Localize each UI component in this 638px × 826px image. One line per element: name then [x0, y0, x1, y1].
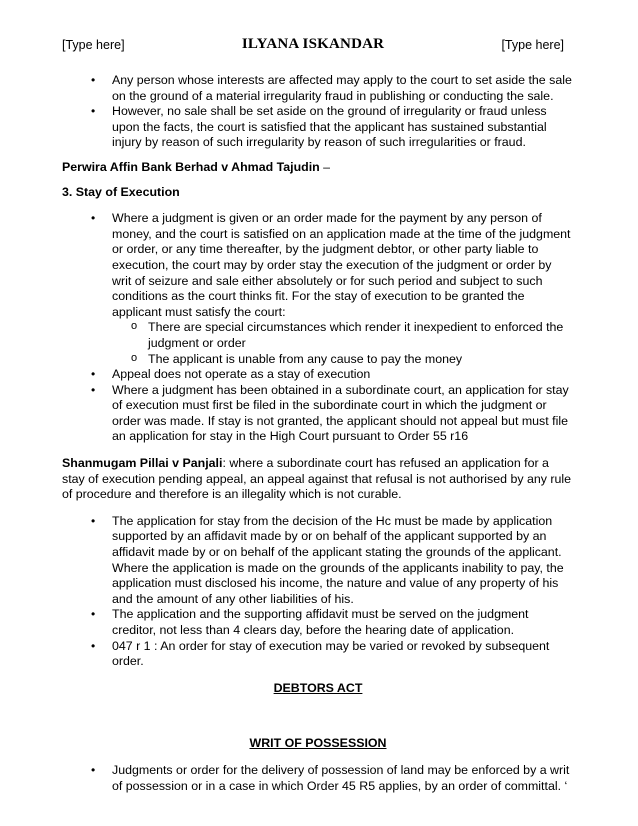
stay-application-list — [62, 514, 574, 670]
list-item-text: Where a judgment is given or an order made for the payment by any person of money, and the court is satisfied on an application made at the time of the judgment or order, or any time thereafter, by the judgment debtor, or other party liable to execution, the court may by order stay the execution of the judgment or order by writ of seizure and sale either absolutely or for such period and subject to such conditions as the court thinks fit. For the stay of execution to be granted the applicant must satisfy the court: — [112, 211, 571, 319]
sub-list-item: o The applicant is unable from any cause to pay the money — [62, 352, 574, 368]
case-name: Perwira Affin Bank Berhad v Ahmad Tajudin — [62, 159, 320, 174]
list-item: • 047 r 1 : An order for stay of execution may be varied or revoked by subsequent order. — [62, 639, 574, 670]
debtors-act-title: DEBTORS ACT — [273, 680, 363, 695]
list-item: • The application for stay from the decision of the Hc must be made by application supported by an affidavit made by or on behalf of the applicant supported by an affidavit made by or on behalf of the applicant stating the grounds of the applicant. Where the application is made on the grounds of the applicants inability to pay, the application must disclosed his income, the nature and value of any property of his and the amount of any other liabilities of his. — [62, 514, 574, 608]
header-left-placeholder[interactable]: [Type here] — [62, 38, 125, 52]
sub-list-item: o There are special circumstances which render it inexpedient to enforced the judgment or order — [62, 320, 574, 351]
page-header — [62, 36, 564, 56]
header-right-placeholder[interactable]: [Type here] — [501, 38, 564, 52]
list-item: • Appeal does not operate as a stay of execution — [62, 367, 574, 383]
list-item: • However, no sale shall be set aside on the ground of irregularity or fraud unless upon the facts, the court is satisfied that the applicant has sustained substantial injury by reason of such irregularity by reason of such irregularities or fraud. — [62, 104, 574, 151]
writ-of-possession-title: WRIT OF POSSESSION — [249, 736, 387, 751]
case-citation-shanmugam — [62, 456, 574, 503]
sub-list — [112, 320, 574, 367]
section-heading-stay-of-execution: 3. Stay of Execution — [62, 184, 180, 199]
case-citation-perwira — [62, 160, 574, 176]
case-text: : where a subordinate court has refused an application for a stay of execution pending appeal, an appeal against that refusal is not authorised by any rule of procedure and therefore is an illegality which is not curable. — [62, 456, 572, 502]
header-author-name: ILYANA ISKANDAR — [241, 36, 385, 52]
sale-set-aside-list — [62, 73, 574, 151]
document-body — [62, 73, 574, 794]
writ-of-possession-list — [62, 763, 574, 794]
list-item: • Where a judgment has been obtained in a subordinate court, an application for stay of execution must first be filed in the subordinate court in which the judgment or order was made. If stay is not granted, the applicant should not appeal but must file an application for stay in the High Court pursuant to Order 55 r16 — [62, 383, 574, 445]
list-item — [62, 211, 574, 367]
list-item: • The application and the supporting affidavit must be served on the judgment creditor, not less than 4 clears day, before the hearing date of application. — [62, 607, 574, 638]
stay-of-execution-list — [62, 211, 574, 445]
list-item: • Any person whose interests are affected may apply to the court to set aside the sale on the ground of a material irregularity fraud in publishing or conducting the sale. — [62, 73, 574, 104]
list-item: • Judgments or order for the delivery of possession of land may be enforced by a writ of possession or in a case in which Order 45 R5 applies, by an order of committal. ‘ — [62, 763, 574, 794]
case-dash: – — [319, 159, 331, 174]
case-name: Shanmugam Pillai v Panjali — [62, 456, 223, 471]
